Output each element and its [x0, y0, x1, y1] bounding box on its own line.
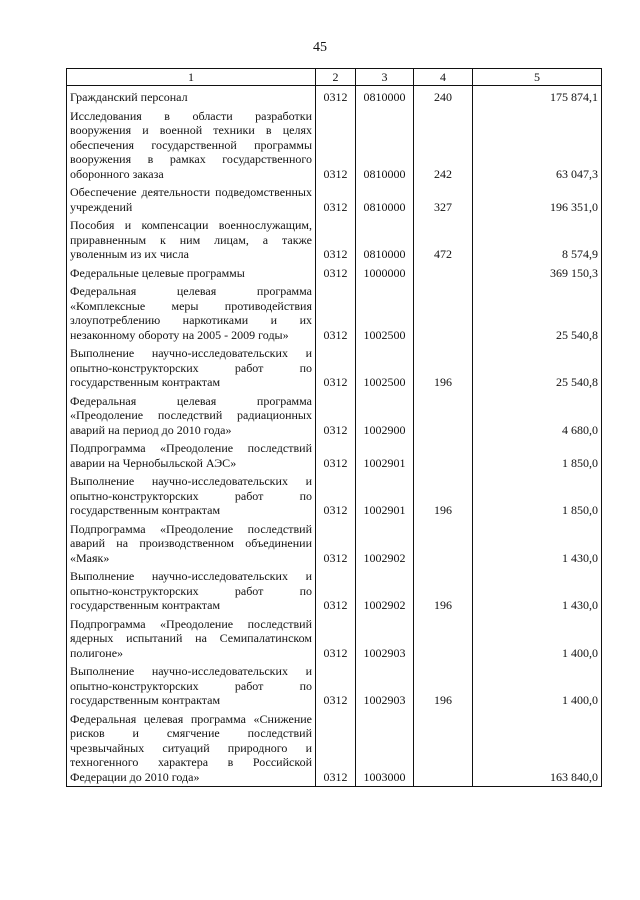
row-name-cell: Обеспечение деятельности подведомственных учреждений	[67, 183, 316, 216]
row-name-cell: Исследования в области разработки вооружения и военной техники в целях обеспечения государственной программы вооружения в рамках государственного оборонного заказа	[67, 107, 316, 184]
row-code-cell: 0810000	[356, 183, 414, 216]
row-amount-cell: 25 540,8	[473, 282, 602, 344]
table-row	[67, 183, 602, 216]
table-row	[67, 282, 602, 344]
row-section-cell: 0312	[316, 344, 356, 392]
row-code-cell: 1000000	[356, 264, 414, 283]
row-type-cell: 196	[414, 344, 473, 392]
row-amount-cell: 8 574,9	[473, 216, 602, 264]
row-section-cell: 0312	[316, 520, 356, 568]
row-section-cell: 0312	[316, 439, 356, 472]
row-name-cell: Федеральная целевая программа «Преодоление последствий радиационных аварий на период до 2010 года»	[67, 392, 316, 440]
row-name-cell: Федеральная целевая программа «Снижение рисков и смягчение последствий чрезвычайных ситуаций природного и техногенного характера в Российской Федерации до 2010 года»	[67, 710, 316, 787]
row-section-cell: 0312	[316, 615, 356, 663]
row-name-cell: Федеральные целевые программы	[67, 264, 316, 283]
row-section-cell: 0312	[316, 282, 356, 344]
row-code-cell: 0810000	[356, 216, 414, 264]
row-amount-cell: 1 400,0	[473, 615, 602, 663]
row-amount-cell: 63 047,3	[473, 107, 602, 184]
row-code-cell: 0810000	[356, 107, 414, 184]
row-name-cell: Подпрограмма «Преодоление последствий аварии на Чернобыльской АЭС»	[67, 439, 316, 472]
row-section-cell: 0312	[316, 216, 356, 264]
column-header-code: 3	[356, 69, 414, 86]
row-code-cell: 0810000	[356, 86, 414, 107]
row-name-cell: Выполнение научно-исследовательских и опытно-конструкторских работ по государственным контрактам	[67, 472, 316, 520]
table-row	[67, 107, 602, 184]
table-row	[67, 615, 602, 663]
row-section-cell: 0312	[316, 710, 356, 787]
table-row	[67, 520, 602, 568]
row-type-cell: 196	[414, 662, 473, 710]
row-name-cell: Выполнение научно-исследовательских и опытно-конструкторских работ по государственным контрактам	[67, 662, 316, 710]
column-header-name: 1	[67, 69, 316, 86]
row-type-cell	[414, 439, 473, 472]
row-type-cell	[414, 282, 473, 344]
column-header-amount: 5	[473, 69, 602, 86]
row-section-cell: 0312	[316, 392, 356, 440]
table-row	[67, 710, 602, 787]
row-section-cell: 0312	[316, 107, 356, 184]
row-section-cell: 0312	[316, 264, 356, 283]
row-code-cell: 1002903	[356, 662, 414, 710]
row-name-cell: Подпрограмма «Преодоление последствий ядерных испытаний на Семипалатинском полигоне»	[67, 615, 316, 663]
table-row	[67, 662, 602, 710]
page-number: 45	[313, 40, 327, 55]
row-amount-cell: 196 351,0	[473, 183, 602, 216]
table-row	[67, 216, 602, 264]
row-name-cell: Федеральная целевая программа «Комплексные меры противодействия злоупотреблению наркотиками и их незаконному обороту на 2005 - 2009 годы»	[67, 282, 316, 344]
table-row	[67, 264, 602, 283]
table-header-row	[67, 69, 602, 86]
row-name-cell: Выполнение научно-исследовательских и опытно-конструкторских работ по государственным контрактам	[67, 344, 316, 392]
row-code-cell: 1002500	[356, 344, 414, 392]
row-amount-cell: 1 850,0	[473, 472, 602, 520]
table-body	[67, 86, 602, 787]
row-type-cell: 196	[414, 567, 473, 615]
row-type-cell	[414, 520, 473, 568]
row-amount-cell: 369 150,3	[473, 264, 602, 283]
row-code-cell: 1002900	[356, 392, 414, 440]
table-row	[67, 439, 602, 472]
budget-table	[66, 68, 602, 787]
table-row	[67, 472, 602, 520]
row-section-cell: 0312	[316, 662, 356, 710]
row-amount-cell: 1 850,0	[473, 439, 602, 472]
row-code-cell: 1003000	[356, 710, 414, 787]
table-row	[67, 567, 602, 615]
row-name-cell: Пособия и компенсации военнослужащим, приравненным к ним лицам, а также уволенным из их числа	[67, 216, 316, 264]
row-type-cell: 242	[414, 107, 473, 184]
row-name-cell: Выполнение научно-исследовательских и опытно-конструкторских работ по государственным контрактам	[67, 567, 316, 615]
row-amount-cell: 1 430,0	[473, 567, 602, 615]
row-type-cell	[414, 392, 473, 440]
row-type-cell: 196	[414, 472, 473, 520]
row-section-cell: 0312	[316, 472, 356, 520]
row-type-cell: 240	[414, 86, 473, 107]
row-code-cell: 1002902	[356, 520, 414, 568]
row-type-cell: 327	[414, 183, 473, 216]
row-code-cell: 1002901	[356, 439, 414, 472]
column-header-section: 2	[316, 69, 356, 86]
row-amount-cell: 163 840,0	[473, 710, 602, 787]
column-header-type: 4	[414, 69, 473, 86]
row-section-cell: 0312	[316, 567, 356, 615]
row-amount-cell: 1 400,0	[473, 662, 602, 710]
row-amount-cell: 25 540,8	[473, 344, 602, 392]
table-row	[67, 86, 602, 107]
row-amount-cell: 4 680,0	[473, 392, 602, 440]
table-row	[67, 392, 602, 440]
row-type-cell	[414, 615, 473, 663]
row-type-cell	[414, 710, 473, 787]
row-name-cell: Подпрограмма «Преодоление последствий аварий на производственном объединении «Маяк»	[67, 520, 316, 568]
row-code-cell: 1002500	[356, 282, 414, 344]
row-amount-cell: 175 874,1	[473, 86, 602, 107]
row-code-cell: 1002901	[356, 472, 414, 520]
table-row	[67, 344, 602, 392]
row-section-cell: 0312	[316, 86, 356, 107]
row-type-cell	[414, 264, 473, 283]
row-section-cell: 0312	[316, 183, 356, 216]
row-name-cell: Гражданский персонал	[67, 86, 316, 107]
row-amount-cell: 1 430,0	[473, 520, 602, 568]
row-code-cell: 1002903	[356, 615, 414, 663]
row-type-cell: 472	[414, 216, 473, 264]
row-code-cell: 1002902	[356, 567, 414, 615]
